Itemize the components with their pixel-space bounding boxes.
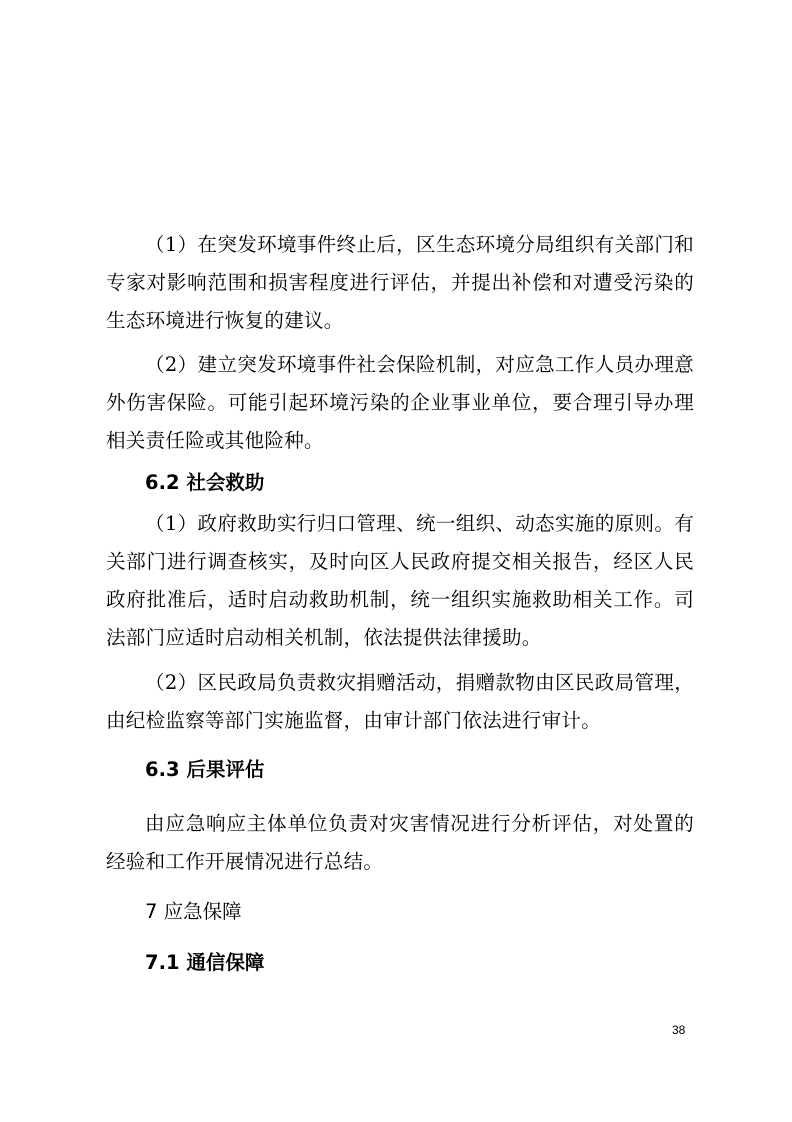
paragraph-consequence-assessment: 由应急响应主体单位负责对灾害情况进行分析评估，对处置的经验和工作开展情况进行总结。 bbox=[106, 812, 694, 873]
section-heading-6-2: 6.2 社会救助 bbox=[145, 471, 265, 494]
section-heading-6-3: 6.3 后果评估 bbox=[145, 758, 265, 781]
section-heading-7: 7 应急保障 bbox=[145, 900, 242, 923]
paragraph-insurance: （2）建立突发环境事件社会保险机制，对应急工作人员办理意外伤害保险。可能引起环境污染的企业事业单位，要合理引导办理相关责任险或其他险种。 bbox=[106, 353, 694, 452]
paragraph-government-relief: （1）政府救助实行归口管理、统一组织、动态实施的原则。有关部门进行调查核实，及时向区人民政府提交相关报告，经区人民政府批准后，适时启动救助机制，统一组织实施救助相关工作。司法部门应适时启动相关机制，依法提供法律援助。 bbox=[106, 512, 694, 649]
page-number: 38 bbox=[672, 1023, 686, 1037]
section-heading-7-1: 7.1 通信保障 bbox=[145, 951, 265, 974]
paragraph-assessment: （1）在突发环境事件终止后，区生态环境分局组织有关部门和专家对影响范围和损害程度进行评估，并提出补偿和对遭受污染的生态环境进行恢复的建议。 bbox=[106, 233, 694, 332]
paragraph-donation: （2）区民政局负责救灾捐赠活动，捐赠款物由区民政局管理，由纪检监察等部门实施监督，由审计部门依法进行审计。 bbox=[106, 671, 694, 732]
